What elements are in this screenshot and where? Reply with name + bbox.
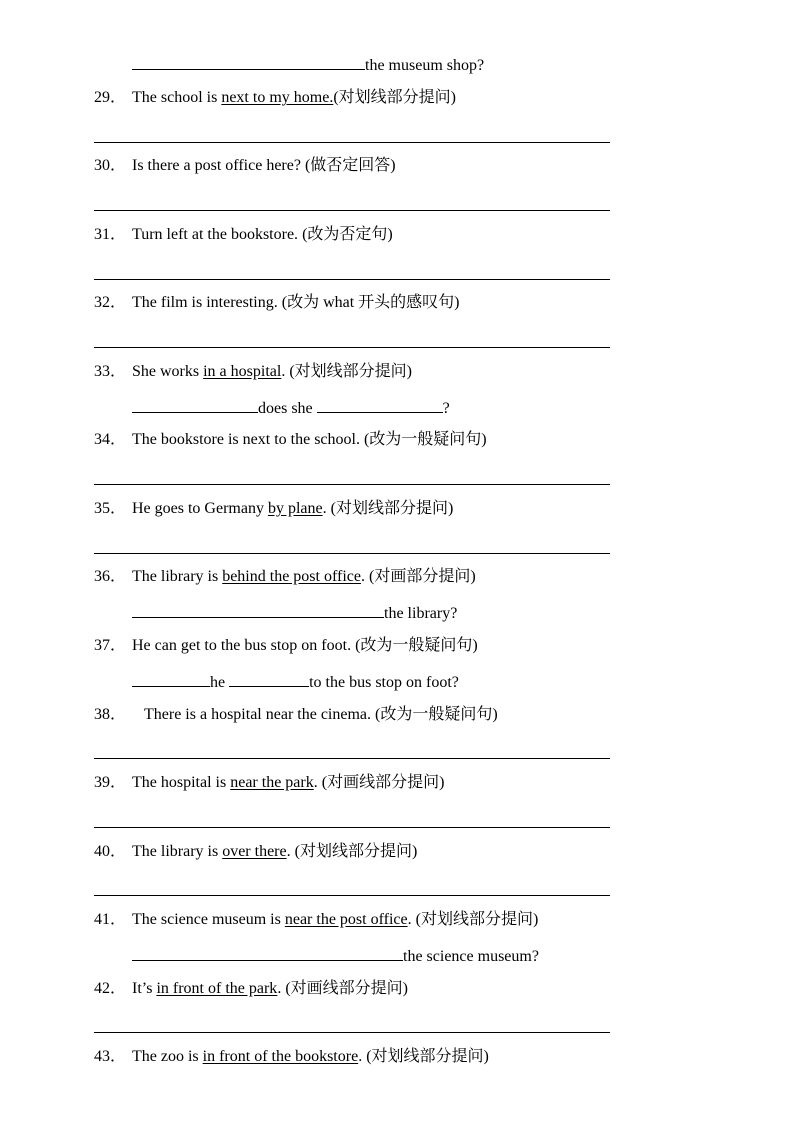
question-40: 40． The library is over there. (对划线部分提问) (94, 843, 418, 860)
answer-line-40[interactable] (94, 895, 610, 896)
underlined-phrase: in a hospital (203, 363, 282, 380)
answer-line-35[interactable] (94, 553, 610, 554)
answer-blank[interactable] (132, 54, 365, 70)
answer-blank[interactable] (132, 397, 258, 413)
q37-answer-line: he to the bus stop on foot? (132, 671, 459, 693)
answer-blank[interactable] (132, 945, 403, 961)
answer-line-34[interactable] (94, 484, 610, 485)
answer-line-42[interactable] (94, 1032, 610, 1033)
answer-blank[interactable] (229, 671, 309, 687)
question-29: 29． The school is next to my home.(对划线部分提问) (94, 89, 456, 106)
q41-answer-line: the science museum? (132, 945, 539, 967)
question-43: 43． The zoo is in front of the bookstore. (对划线部分提问) (94, 1048, 489, 1065)
question-34: 34． The bookstore is next to the school. (改为一般疑问句) (94, 431, 487, 448)
underlined-phrase: behind the post office (222, 568, 361, 585)
question-32: 32． The film is interesting. (改为 what 开头的感叹句) (94, 294, 460, 311)
question-41: 41． The science museum is near the post office. (对划线部分提问) (94, 911, 539, 928)
question-36: 36． The library is behind the post office. (对画部分提问) (94, 568, 476, 585)
answer-line-39[interactable] (94, 827, 610, 828)
underlined-phrase: in front of the bookstore (202, 1048, 359, 1065)
q36-answer-line: the library? (132, 602, 457, 624)
underlined-phrase: near the post office (284, 911, 408, 928)
q33-answer-line: does she ? (132, 397, 450, 419)
answer-line-30[interactable] (94, 210, 610, 211)
answer-line-31[interactable] (94, 279, 610, 280)
q28-answer-line: the museum shop? (132, 54, 484, 76)
answer-line-38[interactable] (94, 758, 610, 759)
question-38: 38． There is a hospital near the cinema. (改为一般疑问句) (94, 706, 498, 723)
underlined-phrase: over there (222, 843, 287, 860)
answer-line-32[interactable] (94, 347, 610, 348)
question-33: 33． She works in a hospital. (对划线部分提问) (94, 363, 412, 380)
answer-blank[interactable] (132, 602, 384, 618)
question-42: 42． It’s in front of the park. (对画线部分提问) (94, 980, 408, 997)
answer-line-29[interactable] (94, 142, 610, 143)
underlined-phrase: by plane (267, 500, 323, 517)
underlined-phrase: in front of the park (156, 980, 278, 997)
answer-blank[interactable] (132, 671, 210, 687)
underlined-phrase: next to my home. (221, 89, 334, 106)
answer-blank[interactable] (317, 397, 443, 413)
question-37: 37． He can get to the bus stop on foot. (改为一般疑问句) (94, 637, 478, 654)
question-39: 39． The hospital is near the park. (对画线部分提问) (94, 774, 445, 791)
question-35: 35． He goes to Germany by plane. (对划线部分提问) (94, 500, 454, 517)
question-30: 30． Is there a post office here? (做否定回答) (94, 157, 396, 174)
question-31: 31． Turn left at the bookstore. (改为否定句) (94, 226, 393, 243)
underlined-phrase: near the park (230, 774, 314, 791)
